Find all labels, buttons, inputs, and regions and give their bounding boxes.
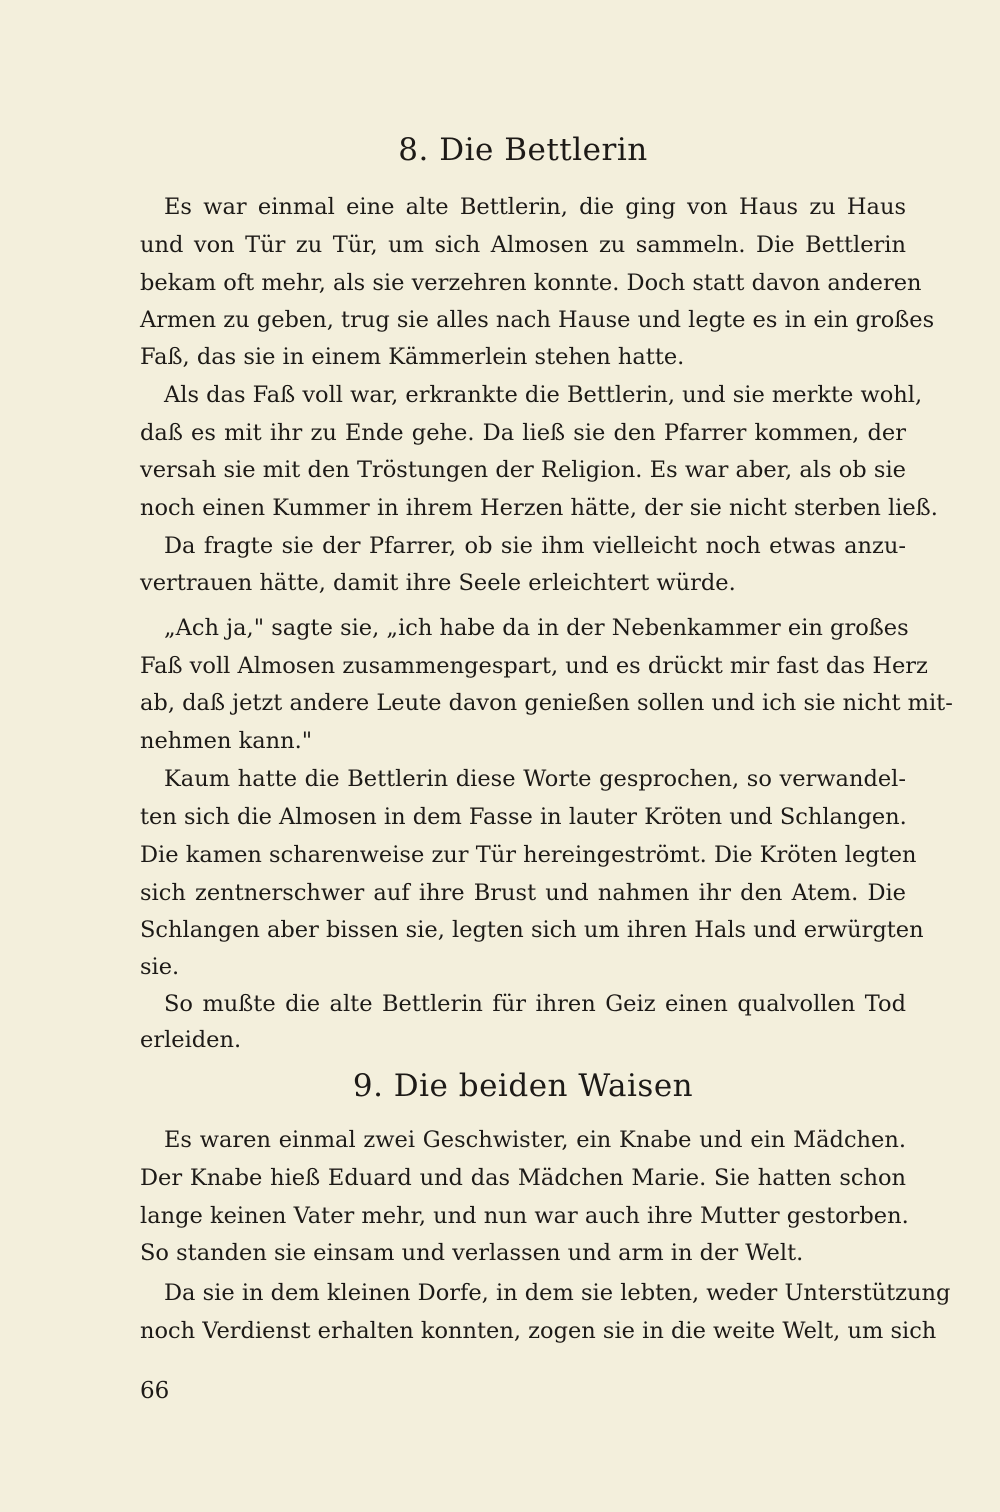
text-line: erleiden. <box>140 1027 242 1053</box>
text-line: ten sich die Almosen in dem Fasse in lauter Kröten und Schlangen. <box>140 804 907 830</box>
text-line: noch einen Kummer in ihrem Herzen hätte, der sie nicht sterben ließ. <box>140 495 938 521</box>
text-line: lange keinen Vater mehr, und nun war auch ihre Mutter gestorben. <box>140 1203 909 1229</box>
text-line: Armen zu geben, trug sie alles nach Hause und legte es in ein großes <box>140 307 935 333</box>
text-line: und von Tür zu Tür, um sich Almosen zu sammeln. Die Bettlerin <box>140 232 906 258</box>
text-line: So mußte die alte Bettlerin für ihren Geiz einen qualvollen Tod <box>164 991 906 1017</box>
text-line: nehmen kann." <box>140 728 313 754</box>
section-title: 9. Die beiden Waisen <box>352 1068 694 1104</box>
text-line: Faß voll Almosen zusammengespart, und es drückt mir fast das Herz <box>140 653 928 679</box>
section-title: 8. Die Bettlerin <box>398 132 648 168</box>
text-line: „Ach ja," sagte sie, „ich habe da in der Nebenkammer ein großes <box>164 615 909 641</box>
text-line: versah sie mit den Tröstungen der Religion. Es war aber, als ob sie <box>140 457 906 483</box>
text-line: Es waren einmal zwei Geschwister, ein Knabe und ein Mädchen. <box>164 1127 906 1153</box>
text-line: noch Verdienst erhalten konnten, zogen sie in die weite Welt, um sich <box>140 1318 937 1344</box>
text-line: Es war einmal eine alte Bettlerin, die ging von Haus zu Haus <box>164 194 906 220</box>
text-line: Da fragte sie der Pfarrer, ob sie ihm vielleicht noch etwas anzu- <box>164 533 906 559</box>
text-line: Da sie in dem kleinen Dorfe, in dem sie lebten, weder Unterstützung <box>164 1280 951 1306</box>
text-line: Kaum hatte die Bettlerin diese Worte gesprochen, so verwandel- <box>164 766 906 792</box>
text-line: Der Knabe hieß Eduard und das Mädchen Marie. Sie hatten schon <box>140 1165 906 1191</box>
text-line: So standen sie einsam und verlassen und arm in der Welt. <box>140 1240 804 1266</box>
text-line: bekam oft mehr, als sie verzehren konnte. Doch statt davon anderen <box>140 270 922 296</box>
text-line: Als das Faß voll war, erkrankte die Bettlerin, und sie merkte wohl, <box>164 382 923 408</box>
text-line: Schlangen aber bissen sie, legten sich um ihren Hals und erwürgten <box>140 917 924 943</box>
page-number: 66 <box>140 1378 170 1404</box>
text-line: sich zentnerschwer auf ihre Brust und nahmen ihr den Atem. Die <box>140 880 906 906</box>
text-line: ab, daß jetzt andere Leute davon genießen sollen und ich sie nicht mit- <box>140 690 953 716</box>
text-line: vertrauen hätte, damit ihre Seele erleichtert würde. <box>140 570 736 596</box>
text-line: Faß, das sie in einem Kämmerlein stehen hatte. <box>140 344 685 370</box>
text-line: daß es mit ihr zu Ende gehe. Da ließ sie den Pfarrer kommen, der <box>140 420 906 446</box>
text-line: sie. <box>140 954 180 980</box>
text-line: Die kamen scharenweise zur Tür hereingeströmt. Die Kröten legten <box>140 842 917 868</box>
